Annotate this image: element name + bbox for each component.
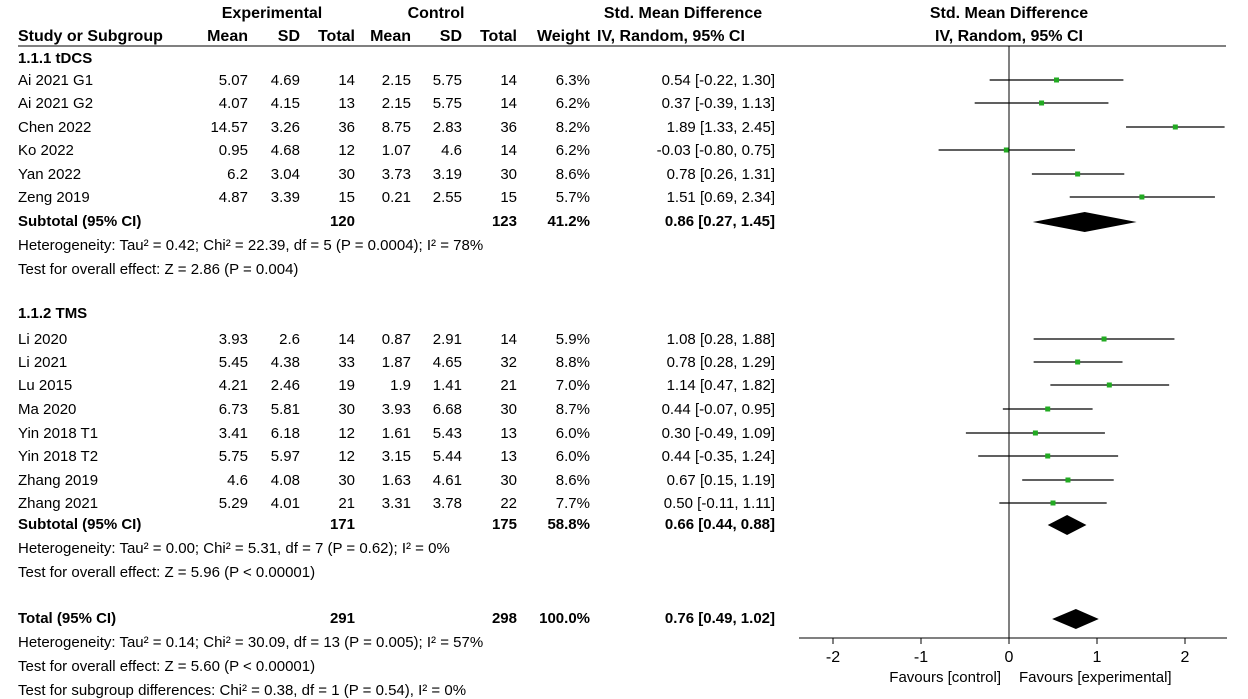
- total-weight: 100.0%: [539, 610, 590, 627]
- favours-experimental-label: Favours [experimental]: [1019, 669, 1172, 686]
- table-rows: [18, 50, 775, 699]
- study-name: Yan 2022: [18, 166, 82, 183]
- weight: 8.6%: [555, 166, 590, 183]
- total-control: 14: [500, 331, 517, 348]
- x-tick-label: -2: [825, 649, 841, 666]
- subtotal-total-control: 123: [491, 213, 517, 230]
- mean-control: 1.9: [390, 377, 411, 394]
- sd-experimental: 3.04: [270, 166, 300, 183]
- header-smd-plot: Std. Mean Difference: [929, 5, 1089, 22]
- total-experimental: 12: [338, 448, 355, 465]
- favours-control-label: Favours [control]: [889, 669, 1001, 686]
- mean-experimental: 4.87: [218, 189, 248, 206]
- point-estimate: [1075, 172, 1080, 177]
- mean-experimental: 4.21: [218, 377, 248, 394]
- ci-text: 0.54 [-0.22, 1.30]: [661, 72, 775, 89]
- col-mean-control: Mean: [370, 28, 411, 45]
- total-control: 30: [500, 401, 517, 418]
- mean-control: 3.15: [381, 448, 411, 465]
- subtotal-total-experimental: 171: [329, 516, 355, 533]
- sd-experimental: 6.18: [270, 425, 300, 442]
- sd-control: 5.43: [432, 425, 462, 442]
- sd-control: 6.68: [432, 401, 462, 418]
- point-estimate: [1004, 148, 1009, 153]
- sd-experimental: 4.68: [270, 142, 300, 159]
- ci-text: 1.89 [1.33, 2.45]: [666, 119, 775, 136]
- mean-control: 0.87: [381, 331, 411, 348]
- study-name: Ai 2021 G1: [18, 72, 94, 89]
- mean-experimental: 5.75: [218, 448, 248, 465]
- weight: 6.3%: [555, 72, 590, 89]
- total-control: 14: [500, 95, 517, 112]
- subtotal-diamond: [1048, 515, 1087, 535]
- total-control: 30: [500, 472, 517, 489]
- header-control: Control: [407, 5, 465, 22]
- study-name: Li 2021: [18, 354, 68, 371]
- col-total-control: Total: [479, 28, 517, 45]
- total-control: 14: [500, 142, 517, 159]
- subtotal-label: Subtotal (95% CI): [18, 213, 142, 230]
- subgroup-heading: 1.1.2 TMS: [18, 305, 88, 322]
- col-study: Study or Subgroup: [18, 28, 163, 45]
- total-experimental: 36: [338, 119, 355, 136]
- ci-text: 0.37 [-0.39, 1.13]: [661, 95, 775, 112]
- point-estimate: [1045, 454, 1050, 459]
- total-experimental: 21: [338, 495, 355, 512]
- subtotal-ci-text: 0.66 [0.44, 0.88]: [664, 516, 775, 533]
- subgroup-differences: Test for subgroup differences: Chi² = 0.38, df = 1 (P = 0.54), I² = 0%: [18, 682, 467, 699]
- subtotal-diamond: [1033, 212, 1137, 232]
- subgroup-heterogeneity: Heterogeneity: Tau² = 0.42; Chi² = 22.39, df = 5 (P = 0.0004); I² = 78%: [18, 237, 484, 254]
- subgroup-overall-effect: Test for overall effect: Z = 2.86 (P = 0.004): [18, 261, 299, 278]
- point-estimate: [1039, 101, 1044, 106]
- total-heterogeneity: Heterogeneity: Tau² = 0.14; Chi² = 30.09, df = 13 (P = 0.005); I² = 57%: [18, 634, 484, 651]
- mean-control: 0.21: [381, 189, 411, 206]
- total-total-experimental: 291: [329, 610, 355, 627]
- total-experimental: 14: [338, 331, 355, 348]
- sd-control: 3.19: [432, 166, 462, 183]
- weight: 6.0%: [555, 425, 590, 442]
- point-estimate: [1107, 383, 1112, 388]
- mean-experimental: 3.93: [218, 331, 248, 348]
- sd-experimental: 2.46: [270, 377, 300, 394]
- sd-experimental: 4.01: [270, 495, 300, 512]
- ci-text: 1.08 [0.28, 1.88]: [666, 331, 775, 348]
- study-name: Ma 2020: [18, 401, 77, 418]
- mean-control: 3.93: [381, 401, 411, 418]
- mean-experimental: 3.41: [218, 425, 248, 442]
- weight: 5.9%: [555, 331, 590, 348]
- mean-experimental: 4.07: [218, 95, 248, 112]
- weight: 6.2%: [555, 95, 590, 112]
- plot-area: [799, 46, 1227, 686]
- total-control: 21: [500, 377, 517, 394]
- ci-text: 0.67 [0.15, 1.19]: [666, 472, 775, 489]
- ci-text: -0.03 [-0.80, 0.75]: [656, 142, 775, 159]
- mean-experimental: 6.2: [227, 166, 248, 183]
- total-experimental: 13: [338, 95, 355, 112]
- total-ci-text: 0.76 [0.49, 1.02]: [664, 610, 775, 627]
- x-tick-label: 0: [1004, 649, 1014, 666]
- sd-experimental: 3.26: [270, 119, 300, 136]
- mean-control: 2.15: [381, 95, 411, 112]
- mean-control: 2.15: [381, 72, 411, 89]
- ci-text: 0.30 [-0.49, 1.09]: [661, 425, 775, 442]
- col-ci-table: IV, Random, 95% CI: [597, 28, 745, 45]
- x-tick-label: 1: [1092, 649, 1102, 666]
- sd-control: 4.65: [432, 354, 462, 371]
- mean-experimental: 14.57: [210, 119, 248, 136]
- study-name: Zhang 2021: [18, 495, 99, 512]
- total-experimental: 15: [338, 189, 355, 206]
- sd-control: 2.55: [432, 189, 462, 206]
- total-experimental: 12: [338, 425, 355, 442]
- study-name: Ko 2022: [18, 142, 74, 159]
- total-experimental: 30: [338, 401, 355, 418]
- total-experimental: 14: [338, 72, 355, 89]
- mean-experimental: 4.6: [227, 472, 248, 489]
- total-label: Total (95% CI): [18, 610, 117, 627]
- sd-experimental: 4.38: [270, 354, 300, 371]
- point-estimate: [1033, 431, 1038, 436]
- point-estimate: [1102, 337, 1107, 342]
- subtotal-total-control: 175: [491, 516, 517, 533]
- col-ci-plot: IV, Random, 95% CI: [935, 28, 1083, 45]
- weight: 6.0%: [555, 448, 590, 465]
- study-name: Lu 2015: [18, 377, 73, 394]
- sd-control: 5.75: [432, 72, 462, 89]
- mean-experimental: 6.73: [218, 401, 248, 418]
- point-estimate: [1173, 125, 1178, 130]
- total-control: 14: [500, 72, 517, 89]
- sd-control: 4.6: [441, 142, 462, 159]
- subtotal-weight: 41.2%: [547, 213, 590, 230]
- study-name: Li 2020: [18, 331, 68, 348]
- sd-experimental: 4.15: [270, 95, 300, 112]
- weight: 8.7%: [555, 401, 590, 418]
- col-mean-experimental: Mean: [207, 28, 248, 45]
- weight: 7.0%: [555, 377, 590, 394]
- total-control: 13: [500, 448, 517, 465]
- subtotal-total-experimental: 120: [329, 213, 355, 230]
- header-experimental: Experimental: [221, 5, 323, 22]
- x-tick-label: 2: [1180, 649, 1190, 666]
- subtotal-label: Subtotal (95% CI): [18, 516, 142, 533]
- weight: 8.6%: [555, 472, 590, 489]
- col-sd-experimental: SD: [277, 28, 300, 45]
- weight: 5.7%: [555, 189, 590, 206]
- point-estimate: [1075, 360, 1080, 365]
- study-name: Zhang 2019: [18, 472, 99, 489]
- col-weight: Weight: [536, 28, 590, 45]
- weight: 8.2%: [555, 119, 590, 136]
- point-estimate: [1139, 195, 1144, 200]
- total-experimental: 30: [338, 166, 355, 183]
- x-tick-label: -1: [913, 649, 929, 666]
- study-name: Chen 2022: [18, 119, 92, 136]
- mean-control: 1.87: [381, 354, 411, 371]
- mean-experimental: 5.45: [218, 354, 248, 371]
- total-control: 36: [500, 119, 517, 136]
- mean-control: 3.73: [381, 166, 411, 183]
- ci-text: 0.44 [-0.07, 0.95]: [661, 401, 775, 418]
- sd-experimental: 2.6: [279, 331, 300, 348]
- mean-control: 3.31: [381, 495, 411, 512]
- total-diamond: [1052, 609, 1099, 629]
- total-control: 30: [500, 166, 517, 183]
- weight: 7.7%: [555, 495, 590, 512]
- sd-control: 5.75: [432, 95, 462, 112]
- sd-control: 1.41: [432, 377, 462, 394]
- study-name: Yin 2018 T1: [18, 425, 99, 442]
- ci-text: 0.44 [-0.35, 1.24]: [661, 448, 775, 465]
- ci-text: 0.78 [0.26, 1.31]: [666, 166, 775, 183]
- mean-experimental: 0.95: [218, 142, 248, 159]
- ci-text: 1.14 [0.47, 1.82]: [666, 377, 775, 394]
- ci-text: 0.50 [-0.11, 1.11]: [663, 495, 775, 512]
- study-name: Ai 2021 G2: [18, 95, 94, 112]
- study-name: Yin 2018 T2: [18, 448, 99, 465]
- sd-experimental: 5.97: [270, 448, 300, 465]
- ci-text: 1.51 [0.69, 2.34]: [666, 189, 775, 206]
- point-estimate: [1045, 407, 1050, 412]
- col-total-experimental: Total: [317, 28, 355, 45]
- subtotal-ci-text: 0.86 [0.27, 1.45]: [664, 213, 775, 230]
- total-control: 32: [500, 354, 517, 371]
- sd-control: 5.44: [432, 448, 462, 465]
- sd-control: 3.78: [432, 495, 462, 512]
- subtotal-weight: 58.8%: [547, 516, 590, 533]
- total-experimental: 19: [338, 377, 355, 394]
- total-total-control: 298: [491, 610, 517, 627]
- mean-experimental: 5.07: [218, 72, 248, 89]
- col-sd-control: SD: [439, 28, 462, 45]
- sd-experimental: 4.69: [270, 72, 300, 89]
- subgroup-heterogeneity: Heterogeneity: Tau² = 0.00; Chi² = 5.31, df = 7 (P = 0.62); I² = 0%: [18, 540, 450, 557]
- total-control: 15: [500, 189, 517, 206]
- sd-control: 4.61: [432, 472, 462, 489]
- mean-experimental: 5.29: [218, 495, 248, 512]
- point-estimate: [1051, 501, 1056, 506]
- mean-control: 1.07: [381, 142, 411, 159]
- subgroup-overall-effect: Test for overall effect: Z = 5.96 (P < 0.00001): [18, 564, 316, 581]
- total-experimental: 30: [338, 472, 355, 489]
- sd-experimental: 4.08: [270, 472, 300, 489]
- sd-control: 2.83: [432, 119, 462, 136]
- weight: 8.8%: [555, 354, 590, 371]
- study-name: Zeng 2019: [18, 189, 90, 206]
- sd-experimental: 5.81: [270, 401, 300, 418]
- mean-control: 1.63: [381, 472, 411, 489]
- total-experimental: 33: [338, 354, 355, 371]
- total-overall-effect: Test for overall effect: Z = 5.60 (P < 0.00001): [18, 658, 316, 675]
- point-estimate: [1054, 78, 1059, 83]
- weight: 6.2%: [555, 142, 590, 159]
- header-smd-table: Std. Mean Difference: [603, 5, 763, 22]
- point-estimate: [1065, 478, 1070, 483]
- ci-text: 0.78 [0.28, 1.29]: [666, 354, 775, 371]
- mean-control: 8.75: [381, 119, 411, 136]
- subgroup-heading: 1.1.1 tDCS: [18, 50, 93, 67]
- total-experimental: 12: [338, 142, 355, 159]
- mean-control: 1.61: [381, 425, 411, 442]
- total-control: 22: [500, 495, 517, 512]
- sd-experimental: 3.39: [270, 189, 300, 206]
- total-control: 13: [500, 425, 517, 442]
- sd-control: 2.91: [432, 331, 462, 348]
